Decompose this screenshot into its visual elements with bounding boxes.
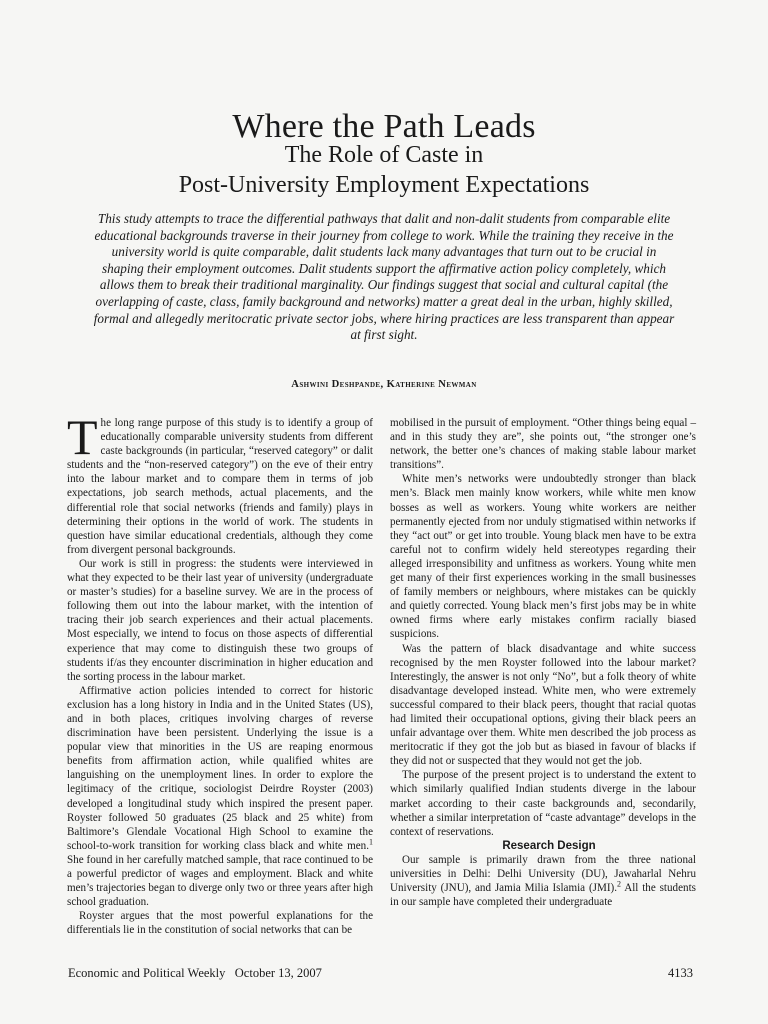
issue-date: October 13, 2007: [234, 966, 322, 980]
body-paragraph: Was the pattern of black disadvantage and white success recognised by the men Royster followed into the labour market? Interestingly, the answer is not only “No”, but a folk theory of white disadvantage developed instead. White men, who were extremely successful compared to their black peers, thought that racial quotas had limited their occupational options, giving their black peers an unfair advantage over them. White men described the job process as meritocratic if they got the job but as biased in favour of blacks if they did not or suspected that they would not get the job.: [390, 642, 696, 768]
right-column: [390, 416, 696, 909]
paragraph-text: All the students in our sample have completed their undergraduate: [390, 882, 696, 909]
body-paragraph: [390, 853, 696, 909]
article-abstract: This study attempts to trace the differential pathways that dalit and non-dalit students from comparable elite educational backgrounds traverse in their journey from college to work. While the training they receive in the university world is quite comparable, dalit students lack many advantages that turn out to be crucial in shaping their employment outcomes. Dalit students support the affirmative action policy completely, which allows them to break their traditional marginality. Our findings suggest that social and cultural capital (the overlapping of caste, class, family background and networks) matter a great deal in the urban, highly skilled, formal and allegedly meritocratic private sector jobs, where hiring practices are less transparent than appear at first sight.: [93, 211, 675, 343]
footnote-marker[interactable]: 1: [369, 837, 373, 847]
subtitle-line-2: Post-University Employment Expectations: [178, 172, 590, 198]
paragraph-text: Our sample is primarily drawn from the three national universities in Delhi: Delhi University (DU), Jawaharlal Nehru University (JNU), and Jamia Milia Islamia (JMI).: [390, 853, 696, 895]
paragraph-text: She found in her carefully matched sample, that race continued to be a powerful predictor of wages and employment. Black and white men’s trajectories began to diverge only two or three years after high school graduation.: [67, 853, 373, 909]
section-heading: Research Design: [502, 839, 596, 852]
article-subtitle: [0, 140, 768, 200]
paragraph-text: he long range purpose of this study is to identify a group of educationally comparable university students from different caste backgrounds (in particular, “reserved category” or dalit students and the “non-reserved category”) on the eve of their entry into the labour market and to compare them in terms of job expectations, job search methods, actual placements, and the differential role that social networks (friends and family) plays in determining their options in the world of work. The students in question have similar educational credentials, although they come from divergent personal backgrounds.: [67, 417, 373, 556]
body-paragraph: The purpose of the present project is to understand the extent to which similarly qualified Indian students diverge in the labour market according to their caste backgrounds and, secondarily, whether a similar interpretation of “caste advantage” develops in the context of reservations.: [390, 769, 696, 838]
body-paragraph: White men’s networks were undoubtedly stronger than black men’s. Black men mainly know workers, while white men know bosses as well as workers. Young white workers are neither permanently ejected from nor unduly stigmatised within networks if they “act out” or get into trouble. Young black men have to be extra careful not to confirm widely held stereotypes regarding their alleged irresponsibility and unfitness as workers. Young white men get many of their first experiences working in the small businesses of family members or neighbours, where mistakes can be quickly and quietly corrected. Young black men’s first jobs may be in white owned firms where early mistakes confirm racially biased suspicions.: [390, 473, 696, 641]
article-authors: Ashwini Deshpande, Katherine Newman: [291, 379, 477, 390]
body-paragraph: Our work is still in progress: the students were interviewed in what they expected to be their last year of university (undergraduate or master’s studies) for a baseline survey. We are in the process of following them out into the labour market, with the intention of tracing their job search experiences and their actual placements. Most especially, we intend to focus on those aspects of differential experience that may come to distinguish these two groups of students if/as they encounter discrimination in higher education and the sorting process in the labour market.: [67, 557, 373, 683]
paragraph-text: Affirmative action policies intended to correct for historic exclusion has a long history in India and in the United States (US), and in both places, critiques involving charges of reverse discrimination have been persistent. Underlying the issue is a popular view that minorities in the US are reaping enormous benefits from affirmation action, while qualified whites are languishing on the unemployment lines. In order to explore the legitimacy of the critique, sociologist Deirdre Royster (2003) developed a longitudinal study which inspired the present paper. Royster followed 50 graduates (25 black and 25 white) from Baltimore’s Glendale Vocational High School to examine the school-to-work transition for working class black and white men.: [67, 684, 373, 852]
drop-cap: T: [67, 409, 98, 465]
footnote-marker[interactable]: 2: [616, 879, 621, 889]
body-paragraph: [67, 684, 373, 910]
page-number: 4133: [668, 966, 693, 980]
body-paragraph: [67, 409, 373, 557]
subtitle-line-1: The Role of Caste in: [284, 142, 484, 168]
body-paragraph: mobilised in the pursuit of employment. “Other things being equal – and in this study they are”, she points out, “the stronger one’s network, the better one’s chances of making stable labour market transitions”.: [390, 417, 696, 472]
page-footer-citation: [68, 965, 322, 981]
journal-name: Economic and Political Weekly: [68, 966, 226, 980]
left-column: [67, 409, 373, 937]
body-paragraph: Royster argues that the most powerful explanations for the differentials lie in the constitution of social networks that can be: [67, 910, 373, 937]
article-title: Where the Path Leads: [232, 107, 536, 145]
